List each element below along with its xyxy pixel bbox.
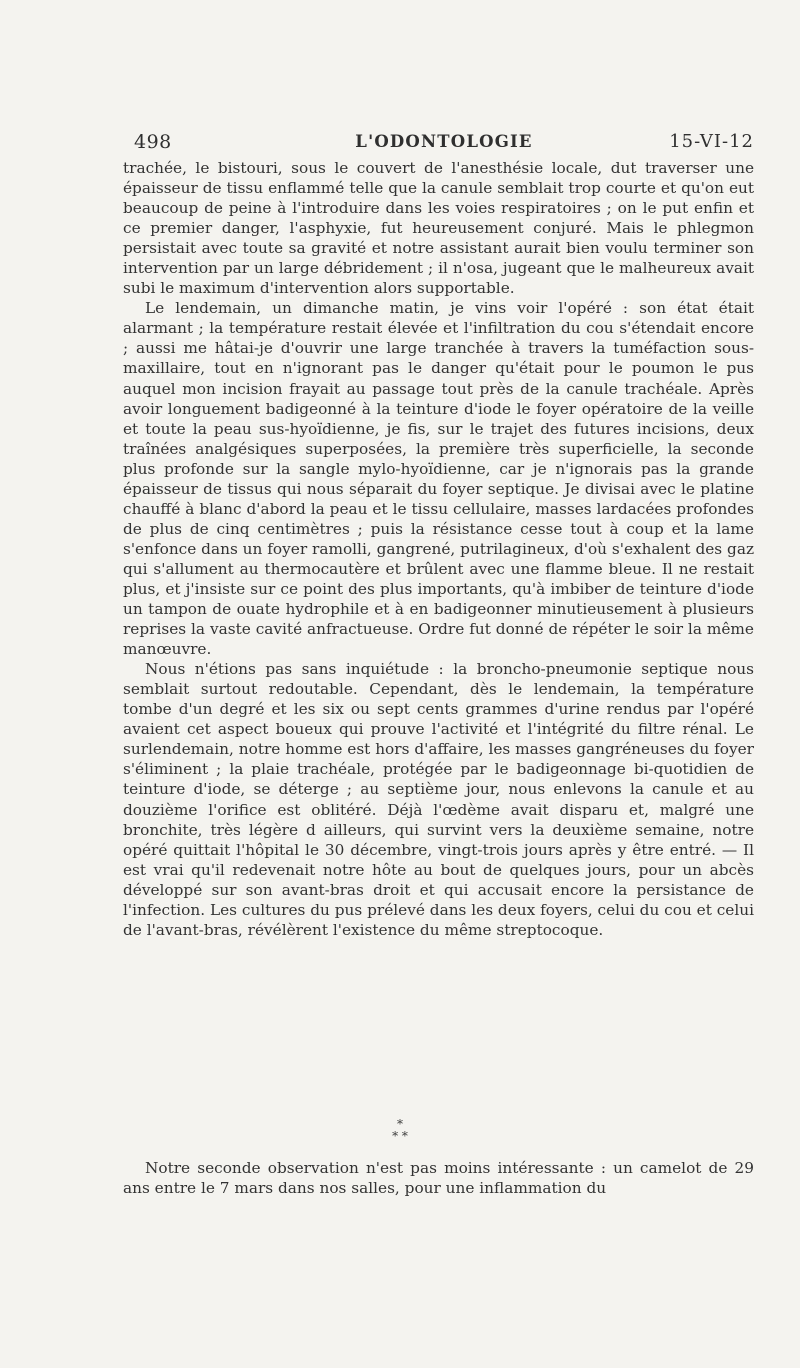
paragraph: Le lendemain, un dimanche matin, je vins voir l'opéré : son état était alarmant ; la température restait élevée et l'infiltration du cou s'étendait encore ; aussi me hâtai-je d'ouvrir une large tranchée à travers la tuméfaction sous-maxillaire, tout en n'ignorant pas le danger qu'était pour le poumon le pus auquel mon incision frayait au passage tout près de la canule trachéale. Après avoir longuement badigeonné à la teinture d'iode le foyer opératoire de la veille et toute la peau sus-hyoïdienne, je fis, sur le trajet des futures incisions, deux traînées analgésiques superposées, la première très superficielle, la seconde plus profonde sur la sangle mylo-hyoïdienne, car je n'ignorais pas la grande épaisseur de tissus qui nous séparait du foyer septique. Je divisai avec le platine chauffé à blanc d'abord la peau et le tissu cellulaire, masses lardacées profondes de plus de cinq centimètres ; puis la résistance cesse tout à coup et la lame s'enfonce dans un foyer ramolli, gangrené, putrilagineux, d'où s'exhalent des gaz qui s'allument au thermocautère et brûlent avec une flamme bleue. Il ne restait plus, et j'insiste sur ce point des plus importants, qu'à imbiber de teinture d'iode un tampon de ouate hydrophile et à en badigeonner minutieusement à plusieurs reprises la vaste cavité anfractueuse. Ordre fut donné de répéter le soir la même manœuvre. bbox=[123, 299, 754, 659]
paragraph: Nous n'étions pas sans inquiétude : la broncho-pneumonie septique nous semblait surtout redoutable. Cependant, dès le lendemain, la température tombe d'un degré et les six ou sept cents grammes d'urine rendus par l'opéré avaient cet aspect boueux qui prouve l'activité et l'intégrité du filtre rénal. Le surlendemain, notre homme est hors d'affaire, les masses gangréneuses du foyer s'éliminent ; la plaie trachéale, protégée par le badigeonnage bi-quotidien de teinture d'iode, se déterge ; au septième jour, nous enlevons la canule et au douzième l'orifice est oblitéré. Déjà l'œdème avait disparu et, malgré une bronchite, très légère d ailleurs, qui survint vers la deuxième semaine, notre opéré quittait l'hôpital le 30 décembre, vingt-trois jours après y être entré. — Il est vrai qu'il redevenait notre hôte au bout de quelques jours, pour un abcès développé sur son avant-bras droit et qui accusait encore la persistance de l'infection. Les cultures du pus prélevé dans les deux foyers, celui du cou et celui de l'avant-bras, révélèrent l'existence du même streptocoque. bbox=[123, 660, 754, 939]
journal-title: L'ODONTOLOGIE bbox=[355, 132, 533, 151]
running-header bbox=[134, 131, 754, 157]
page-number: 498 bbox=[134, 131, 172, 153]
paragraph: Notre seconde observation n'est pas moins intéressante : un camelot de 29 ans entre le 7 mars dans nos salles, pour une inflammation du bbox=[123, 1159, 754, 1198]
section-separator-asterism bbox=[0, 1118, 800, 1158]
issue-date: 15-VI-12 bbox=[669, 131, 754, 152]
asterism-top: * bbox=[397, 1117, 403, 1131]
paragraph-continuation: trachée, le bistouri, sous le couvert de l'anesthésie locale, dut traverser une épaisseur de tissu enflammé telle que la canule semblait trop courte et qu'on eut beaucoup de peine à l'introduire dans les voies respiratoires ; on le put enfin et ce premier danger, l'asphyxie, fut heureusement conjuré. Mais le phlegmon persistait avec toute sa gravité et notre assistant aurait bien voulu terminer son intervention par un large débridement ; il n'osa, jugeant que le malheureux avait subi le maximum d'intervention alors supportable. bbox=[123, 159, 754, 298]
body-text bbox=[123, 158, 754, 940]
asterism-bottom: * * bbox=[392, 1129, 408, 1143]
next-section bbox=[123, 1158, 754, 1198]
